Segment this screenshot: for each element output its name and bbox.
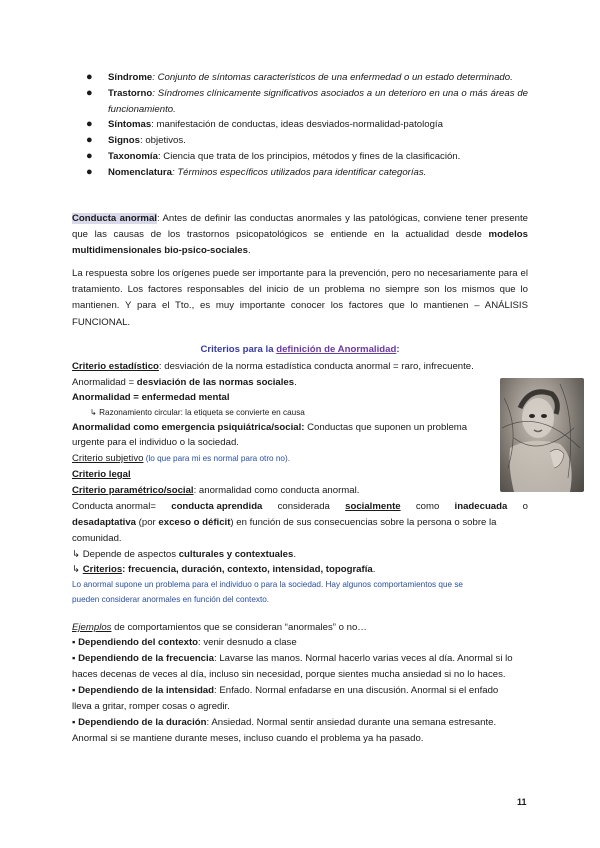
glossary-term: Nomenclatura xyxy=(108,166,172,178)
criterion-bold: conducta aprendida xyxy=(171,501,263,512)
criterion-text: : anormalidad como conducta anormal. xyxy=(193,485,360,496)
glossary-item xyxy=(82,70,528,86)
criterion-cultural xyxy=(72,547,296,562)
intro-paragraph xyxy=(72,211,528,260)
glossary-term: Taxonomía xyxy=(108,150,158,162)
criterion-text: (por xyxy=(136,517,159,528)
criterion-text: ↳ xyxy=(72,564,83,575)
criterion-text: considerada xyxy=(277,501,330,512)
examples-text: de comportamientos que se consideran “anormales” o no… xyxy=(111,622,367,633)
criterion-text: Conducta anormal= xyxy=(72,501,156,512)
criterion-label: Criterio subjetivo xyxy=(72,453,144,464)
glossary-definition: : Términos específicos utilizados para identificar categorías. xyxy=(171,166,427,178)
criterion-emergency-cont: urgente para el individuo o la sociedad. xyxy=(72,437,239,448)
example-text: : venir desnudo a clase xyxy=(198,637,297,648)
criterion-subjective xyxy=(72,451,290,466)
criterion-label: Criterio legal xyxy=(72,469,131,480)
criterion-bold: inadecuada xyxy=(454,501,508,512)
bullet-icon: ● xyxy=(86,118,93,131)
glossary-item xyxy=(82,117,528,133)
example-label: ▪ Dependiendo de la intensidad xyxy=(72,685,214,696)
criteria-title-link: definición de Anormalidad xyxy=(276,344,397,355)
example-intensity xyxy=(72,683,498,698)
criterion-statistical xyxy=(72,359,474,374)
criterion-text: ) en función de sus consecuencias sobre la persona o sobre la xyxy=(230,517,497,528)
intro-bold: modelos multidimensionales bio-psico-sociales xyxy=(72,229,528,257)
criterion-text: (lo que para mi es normal para otro no). xyxy=(143,454,290,463)
criterion-text: ↳ Depende de aspectos xyxy=(72,549,179,560)
criterion-mental-illness xyxy=(72,390,230,405)
note-line2: pueden considerar anormales en función del contexto. xyxy=(72,595,270,604)
criterion-bold: desviación de las normas sociales xyxy=(136,377,295,388)
example-label: ▪ Dependiendo del contexto xyxy=(72,637,198,648)
criterion-text: o xyxy=(522,501,528,512)
criterion-bold: exceso o déficit xyxy=(158,517,231,528)
intro-term: Conducta anormal xyxy=(72,213,157,224)
example-duration-cont: Anormal si se mantiene durante meses, incluso cuando el problema ya ha pasado. xyxy=(72,733,424,744)
example-intensity-cont: lleva a gritar, romper cosas o agredir. xyxy=(72,701,230,712)
criterion-learned-line3: comunidad. xyxy=(72,533,122,544)
criterion-label: Anormalidad como emergencia psiquiátrica/social: xyxy=(72,422,305,433)
criteria-title xyxy=(72,344,528,355)
glossary-item xyxy=(82,133,528,149)
origins-paragraph: La respuesta sobre los orígenes puede ser importante para la prevención, pero no necesariamente para el tratamiento. Los factores responsables del inicio de un problema no siempre son los mismos que lo mantienen. Y para el Tto., es muy importante conocer los factores que lo mantienen – ANÁLISIS FUNCIONAL. xyxy=(72,268,528,328)
example-text: : Lavarse las manos. Normal hacerlo varias veces al día. Anormal si lo xyxy=(214,653,513,664)
glossary-item xyxy=(82,149,528,165)
criteria-title-suffix: : xyxy=(396,344,400,355)
glossary-definition: : Conjunto de síntomas característicos de una enfermedad o un estado determinado. xyxy=(152,72,513,83)
criterion-label: Criterio paramétrico/social xyxy=(72,485,194,496)
criterion-list xyxy=(72,562,375,577)
criterion-end: . xyxy=(294,377,297,388)
examples-em: Ejemplos xyxy=(72,622,112,633)
page-number: 11 xyxy=(517,797,527,807)
bullet-icon: ● xyxy=(86,71,93,83)
glossary-list xyxy=(82,70,528,181)
criterion-emergency xyxy=(72,420,467,435)
glossary-definition: : objetivos. xyxy=(139,135,186,147)
glossary-term: Signos xyxy=(108,135,140,147)
criterion-legal xyxy=(72,467,131,482)
glossary-term: Trastorno xyxy=(108,87,153,99)
example-text: : Enfado. Normal enfadarse en una discusión. Anormal si el enfado xyxy=(214,685,499,696)
example-frequency-cont: haces decenas de veces al día, incluso sin necesidad, porque sientes mucha ansiedad si no lo haces. xyxy=(72,669,506,680)
criterion-bold: : frecuencia, duración, contexto, intensidad, topografía xyxy=(122,564,373,575)
glossary-item xyxy=(82,86,528,118)
glossary-term: Síndrome xyxy=(108,72,153,83)
example-context xyxy=(72,635,297,650)
example-frequency xyxy=(72,651,513,666)
glossary-term: Síntomas xyxy=(108,119,152,131)
criterion-learned-line2 xyxy=(72,515,497,530)
criterion-bold: Anormalidad = enfermedad mental xyxy=(72,392,230,403)
distressed-person-photo xyxy=(500,378,584,492)
criterion-text: Conductas que suponen un problema xyxy=(304,422,468,433)
criterion-circular-note: ↳ Razonamiento circular: la etiqueta se convierte en causa xyxy=(90,408,305,417)
criterion-bold: desadaptativa xyxy=(72,517,136,528)
example-text: : Ansiedad. Normal sentir ansiedad durante una semana estresante. xyxy=(206,717,497,728)
criterion-text: : desviación de la norma estadística conducta anormal = raro, infrecuente. xyxy=(158,361,474,372)
glossary-item xyxy=(82,165,528,181)
bullet-icon: ● xyxy=(86,134,93,147)
criterion-text: Anormalidad = xyxy=(72,377,137,388)
criterion-text: como xyxy=(415,501,440,512)
glossary-definition: : Síndromes clínicamente significativos asociados a un deterioro en una o más áreas de funcionamiento. xyxy=(108,87,528,115)
intro-end: . xyxy=(247,245,251,257)
person-illustration-icon xyxy=(500,378,584,492)
bullet-icon: ● xyxy=(86,149,93,162)
criterion-social-norms xyxy=(72,375,297,390)
intro-text: : Antes de definir las conductas anormales y las patológicas, conviene tener presente que las causas de los trastornos psicopatológicos se entiende en la actualidad desde xyxy=(72,213,528,241)
example-label: ▪ Dependiendo de la frecuencia xyxy=(72,653,215,664)
example-label: ▪ Dependiendo de la duración xyxy=(72,717,207,728)
criterion-bold: socialmente xyxy=(345,501,401,512)
criterion-learned-line1 xyxy=(72,499,528,514)
criterion-bold: culturales y contextuales xyxy=(178,549,294,560)
criterion-label: Criterio estadístico xyxy=(72,361,159,372)
note-line1: Lo anormal supone un problema para el individuo o para la sociedad. Hay algunos comportamientos que se xyxy=(72,580,463,589)
glossary-definition: : Ciencia que trata de los principios, métodos y fines de la clasificación. xyxy=(157,150,461,162)
criterion-label: Criterios xyxy=(82,564,123,575)
criterion-end: . xyxy=(372,564,376,575)
criterion-end: . xyxy=(293,549,297,560)
examples-intro xyxy=(72,620,367,635)
criteria-title-prefix: Criterios para la xyxy=(200,344,277,355)
example-duration xyxy=(72,715,496,730)
bullet-icon: ● xyxy=(86,165,93,178)
criterion-parametric xyxy=(72,483,359,498)
bullet-icon: ● xyxy=(86,86,93,99)
glossary-definition: : manifestación de conductas, ideas desviados-normalidad-patología xyxy=(151,119,443,131)
